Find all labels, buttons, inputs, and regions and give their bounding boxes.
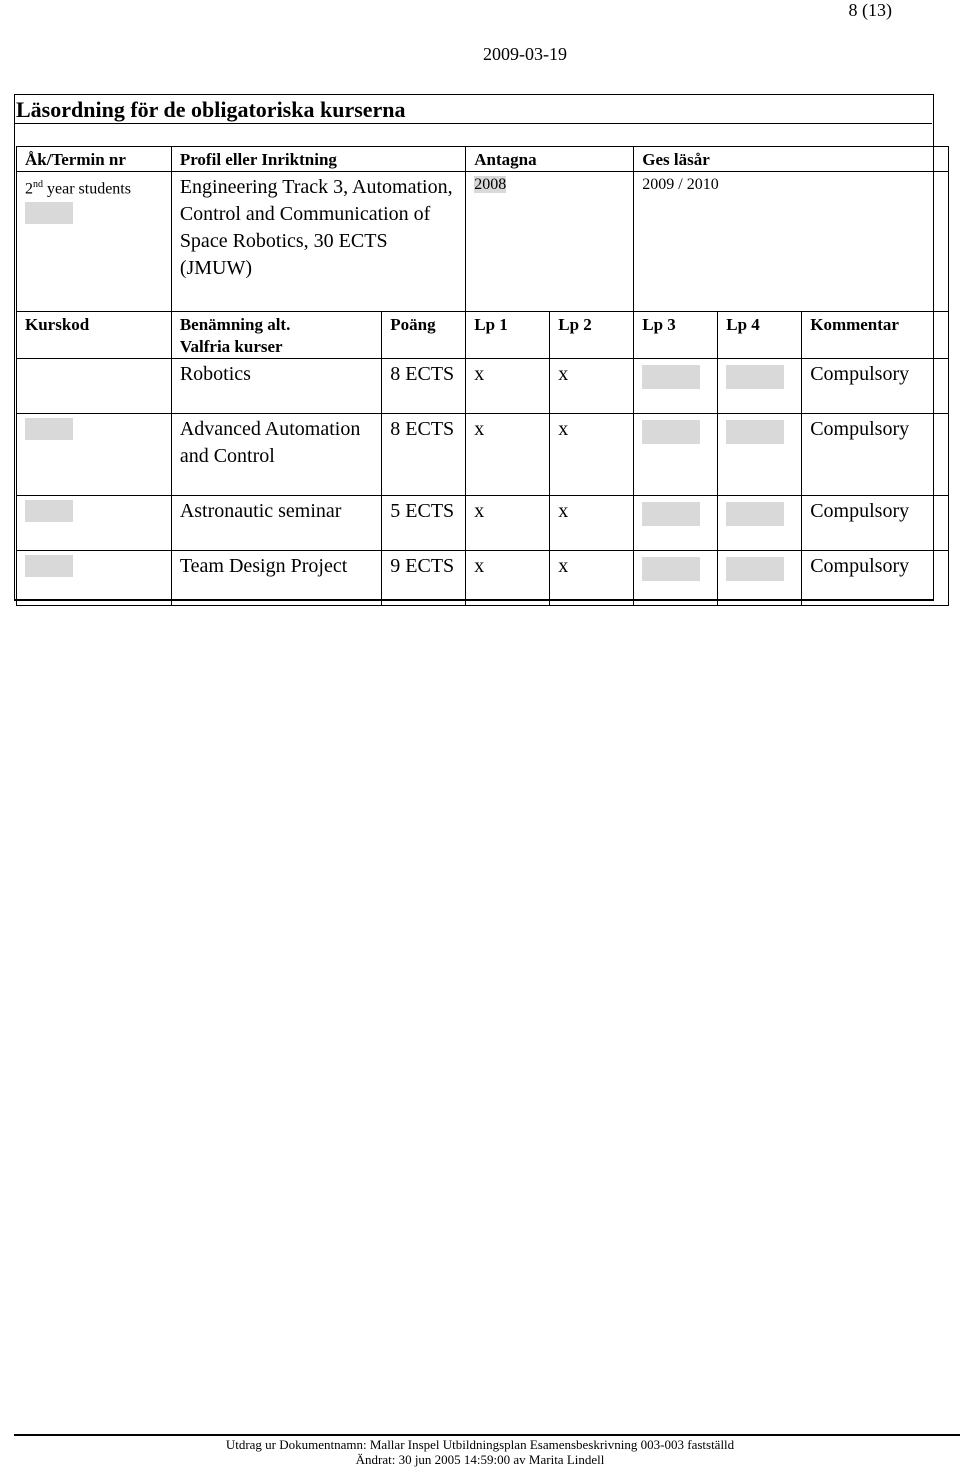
admitted-year: 2008 xyxy=(474,176,507,193)
course-lp4 xyxy=(718,359,802,414)
footer-rule xyxy=(14,1434,960,1436)
course-lp3 xyxy=(634,551,718,606)
course-lp2: x xyxy=(550,359,634,414)
course-comment: Compulsory xyxy=(802,414,949,496)
course-lp4 xyxy=(718,551,802,606)
course-lp1: x xyxy=(466,496,550,551)
profile-cell: Engineering Track 3, Automation, Control and Communication of Space Robotics, 30 ECTS (JMUW) xyxy=(171,172,465,312)
course-credits: 5 ECTS xyxy=(382,496,466,551)
footer-line-2: Ändrat: 30 jun 2005 14:59:00 av Marita Lindell xyxy=(355,1452,605,1467)
code-cell xyxy=(17,359,172,414)
course-credits: 9 ECTS xyxy=(382,551,466,606)
header-lp4: Lp 4 xyxy=(718,312,802,359)
term-text: year students xyxy=(47,180,131,198)
header-comment: Kommentar xyxy=(802,312,949,359)
header-term: Åk/Termin nr xyxy=(17,147,172,172)
header-lp2: Lp 2 xyxy=(550,312,634,359)
header-lp1: Lp 1 xyxy=(466,312,550,359)
course-lp1: x xyxy=(466,359,550,414)
course-lp3 xyxy=(634,414,718,496)
program-header-row xyxy=(17,147,949,172)
header-name-sub: Valfria kurser xyxy=(179,337,283,356)
course-credits: 8 ECTS xyxy=(382,414,466,496)
course-lp1: x xyxy=(466,414,550,496)
course-lp3 xyxy=(634,496,718,551)
course-lp1: x xyxy=(466,551,550,606)
document-date: 2009-03-19 xyxy=(483,44,567,64)
redacted-box xyxy=(726,557,784,581)
term-sup: nd xyxy=(33,179,43,190)
program-row xyxy=(17,172,949,312)
admitted-cell xyxy=(466,172,634,312)
course-name: Astronautic seminar xyxy=(171,496,381,551)
footer xyxy=(0,1437,960,1467)
course-header-row xyxy=(17,312,949,359)
course-lp2: x xyxy=(550,414,634,496)
course-comment: Compulsory xyxy=(802,551,949,606)
course-lp4 xyxy=(718,414,802,496)
code-cell xyxy=(17,496,172,551)
header-admitted: Antagna xyxy=(466,147,634,172)
academic-year-cell: 2009 / 2010 xyxy=(634,172,949,312)
footer-line-1: Utdrag ur Dokumentnamn: Mallar Inspel Utbildningsplan Esamensbeskrivning 003-003 fastställd xyxy=(225,1437,735,1452)
code-cell xyxy=(17,551,172,606)
course-lp3 xyxy=(634,359,718,414)
course-row xyxy=(17,496,949,551)
course-name: Advanced Automation and Control xyxy=(171,414,381,496)
course-credits: 8 ECTS xyxy=(382,359,466,414)
redacted-box xyxy=(25,500,73,522)
course-lp4 xyxy=(718,496,802,551)
redacted-box xyxy=(726,420,784,444)
section-title: Läsordning för de obligatoriska kurserna xyxy=(16,97,406,122)
course-lp2: x xyxy=(550,496,634,551)
course-lp2: x xyxy=(550,551,634,606)
redacted-box xyxy=(25,555,73,577)
term-prefix: 2 xyxy=(25,180,33,198)
page-number: 8 (13) xyxy=(848,0,892,20)
header-code: Kurskod xyxy=(17,312,172,359)
redacted-box xyxy=(642,420,700,444)
redacted-box xyxy=(726,365,784,389)
header-name xyxy=(171,312,381,359)
course-name: Robotics xyxy=(171,359,381,414)
code-cell xyxy=(17,414,172,496)
redacted-box xyxy=(642,365,700,389)
redacted-box xyxy=(25,418,73,440)
course-comment: Compulsory xyxy=(802,359,949,414)
program-table xyxy=(16,146,949,606)
header-credits: Poäng xyxy=(382,312,466,359)
header-academic-year: Ges läsår xyxy=(634,147,949,172)
course-row xyxy=(17,414,949,496)
term-cell xyxy=(17,172,172,312)
course-row xyxy=(17,359,949,414)
redacted-box xyxy=(642,502,700,526)
redacted-box xyxy=(25,202,73,224)
redacted-box xyxy=(642,557,700,581)
course-comment: Compulsory xyxy=(802,496,949,551)
redacted-box xyxy=(726,502,784,526)
header-name-main: Benämning alt. xyxy=(179,315,291,334)
course-row xyxy=(17,551,949,606)
header-lp3: Lp 3 xyxy=(634,312,718,359)
header-profile: Profil eller Inriktning xyxy=(171,147,465,172)
course-name: Team Design Project xyxy=(171,551,381,606)
